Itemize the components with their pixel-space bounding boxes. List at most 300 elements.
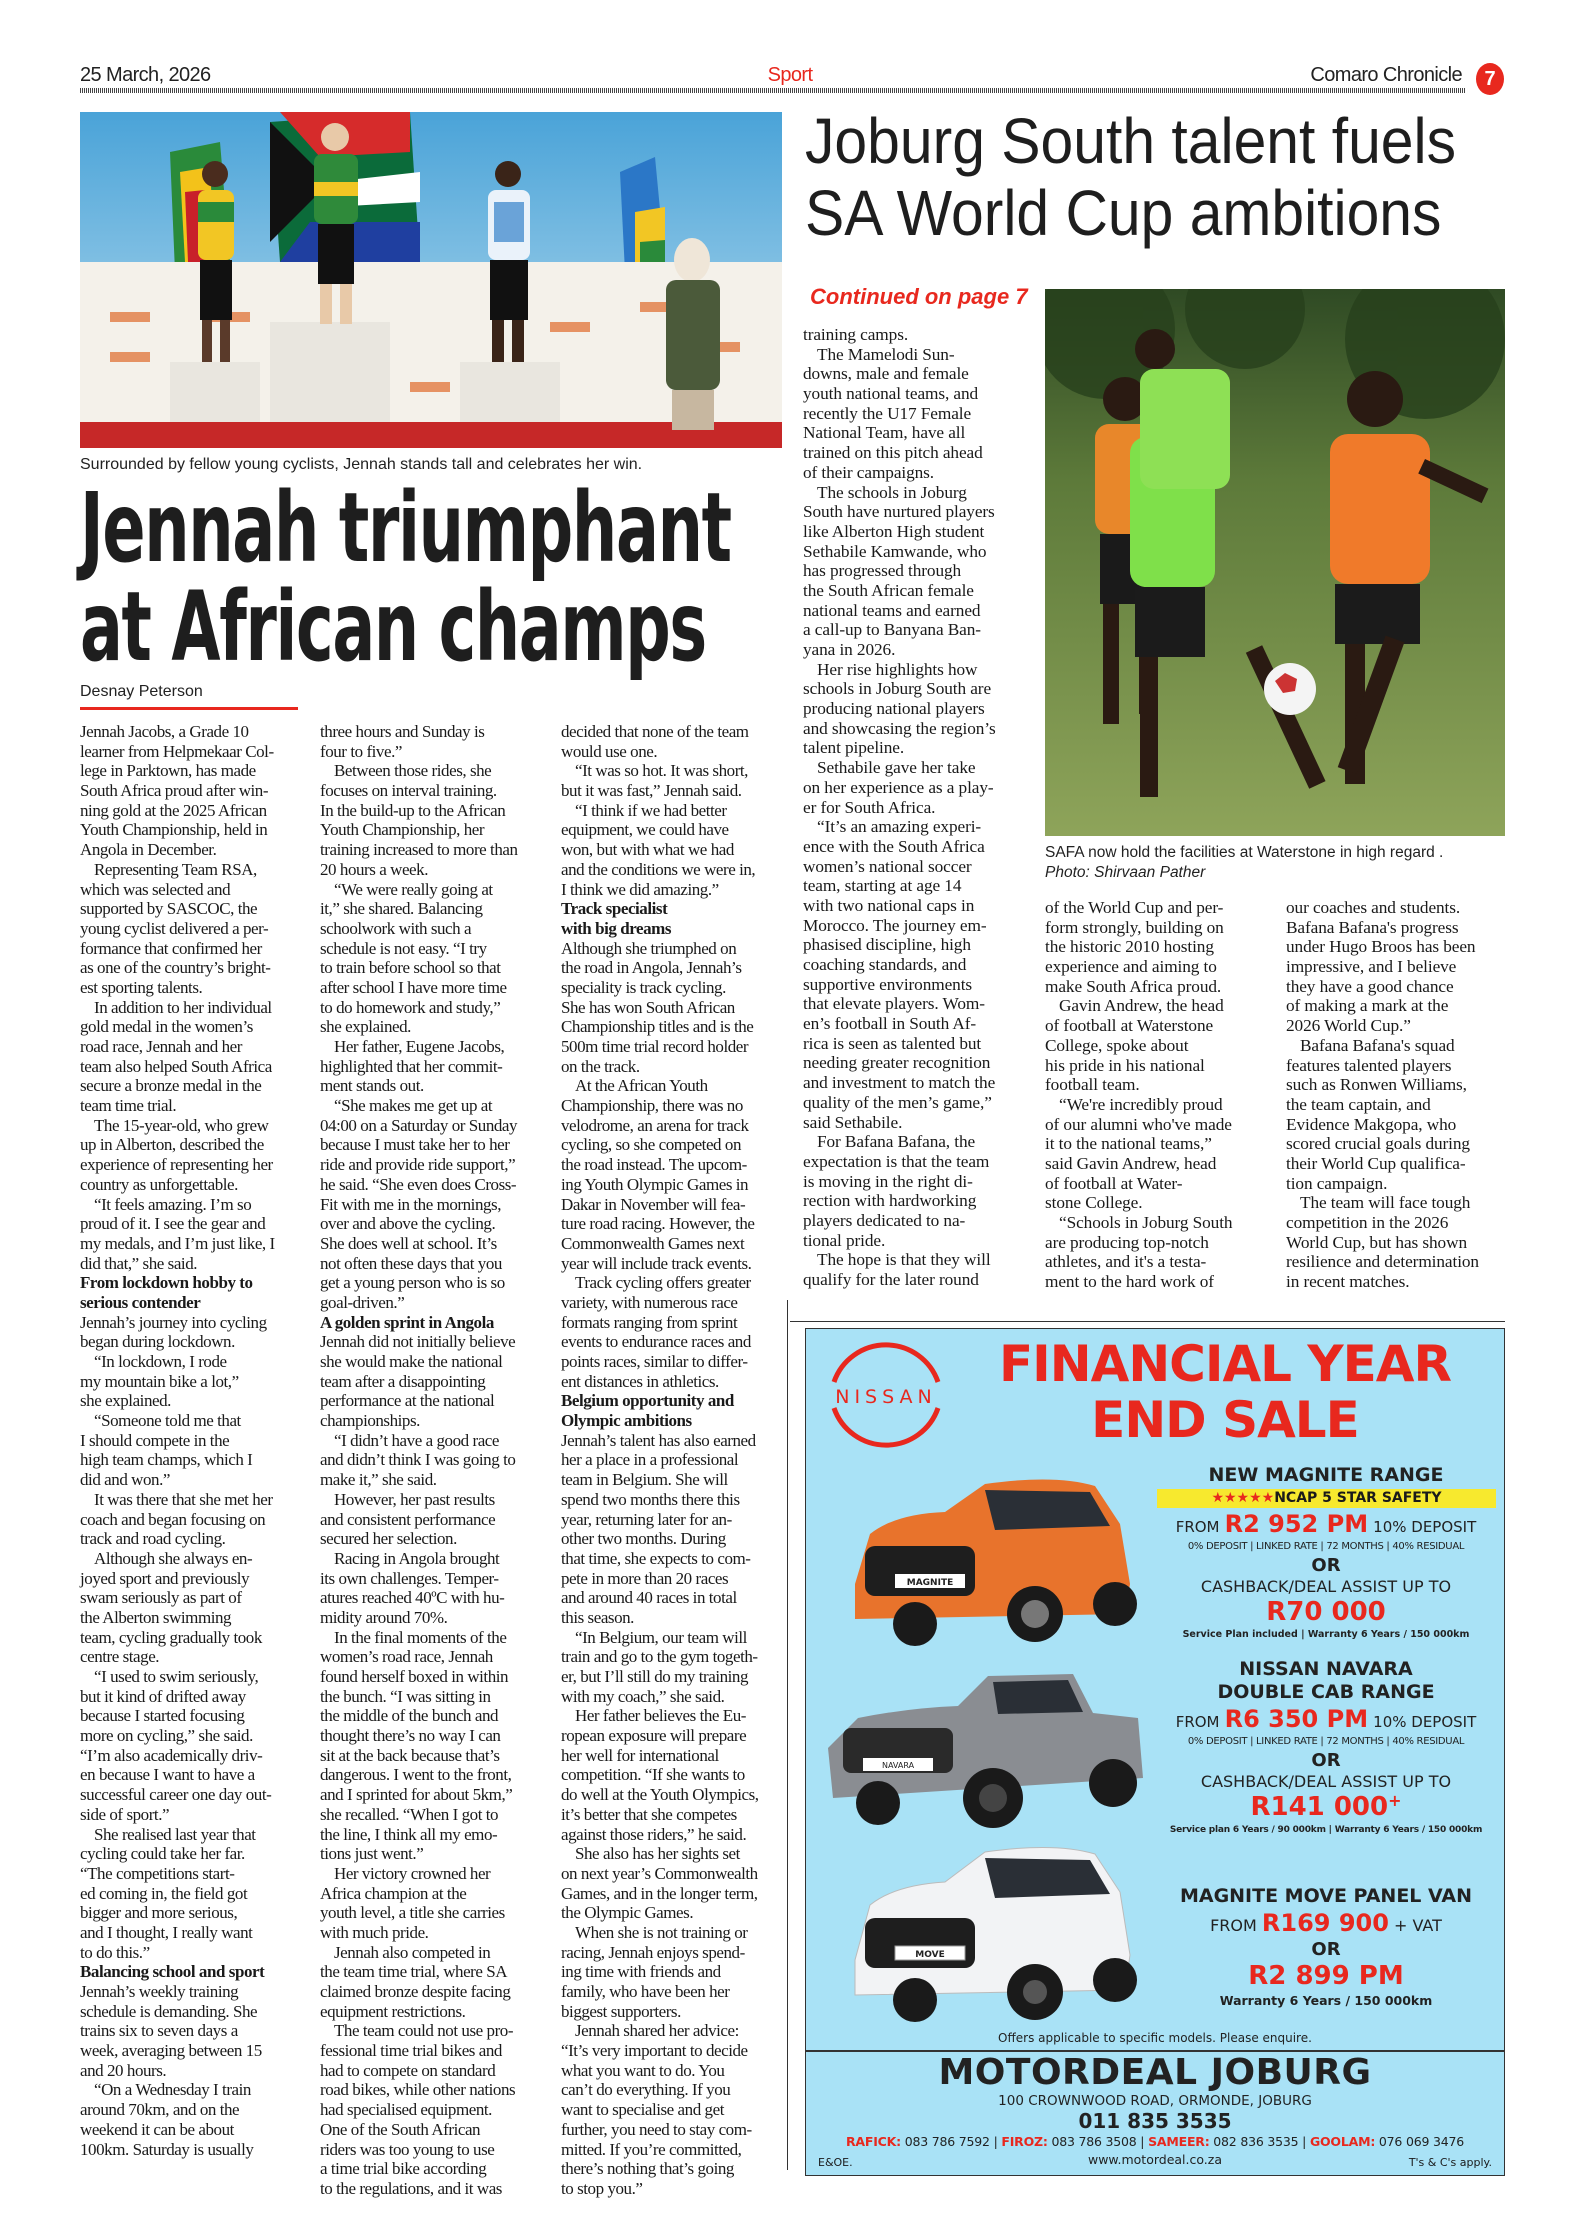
body-text-line: make South Africa proud.: [1045, 976, 1222, 996]
body-text-line: high team champs, which I: [80, 1450, 253, 1470]
byline: Desnay Peterson: [80, 683, 203, 700]
body-text-line: “Schools in Joburg South: [1059, 1213, 1233, 1232]
subheading-line: Olympic ambitions: [561, 1411, 692, 1431]
body-text-line: its own challenges. Temper-: [320, 1568, 499, 1588]
body-text-line: a time trial bike according: [320, 2159, 487, 2179]
body-text-line: and the conditions we were in,: [561, 859, 756, 879]
body-text-line: cycling, so she competed on: [561, 1135, 741, 1155]
body-text-line: young cyclist delivered a per-: [80, 918, 269, 938]
body-text-line: qualify for the later round: [803, 1270, 979, 1289]
body-text-line: resilience and determination: [1286, 1252, 1479, 1272]
body-text-line: team, cycling gradually took: [80, 1627, 262, 1647]
body-text-line: trained on this pitch ahead: [803, 443, 983, 463]
body-text-line: centre stage.: [80, 1647, 160, 1667]
body-text-line: want to specialise and get: [561, 2100, 724, 2120]
body-text-line: expectation is that the team: [803, 1151, 990, 1171]
offer2-name-line-2: DOUBLE CAB RANGE: [1217, 1681, 1435, 1703]
offer2-or: OR: [1311, 1750, 1341, 1771]
body-text-line: and I sprinted for about 5km,”: [320, 1785, 513, 1805]
body-text-line: and consistent performance: [320, 1509, 496, 1529]
body-text-line: found herself boxed in within: [320, 1667, 509, 1686]
body-text-line: trains six to seven days a: [80, 2021, 238, 2041]
body-text-line: joyed sport and previously: [80, 1568, 250, 1588]
move-plate: MOVE: [915, 1950, 945, 1960]
body-text-line: en because I want to have a: [80, 1765, 255, 1785]
body-text-line: Youth Championship, her: [320, 820, 485, 840]
body-text-line: of football at Waterstone: [1045, 1016, 1214, 1036]
body-text-line: Jennah shared her advice:: [575, 2021, 739, 2041]
body-text-line: Sethabile gave her take: [817, 758, 976, 778]
body-text-line: with much pride.: [320, 1922, 429, 1942]
from-label: FROM: [1175, 1713, 1220, 1731]
body-text-line: over and above the cycling.: [320, 1214, 496, 1234]
body-text-line: Games, and in the longer term,: [561, 1883, 758, 1903]
body-text-line: World Cup, but has shown: [1286, 1232, 1468, 1252]
ad-title-line-1: FINANCIAL YEAR: [999, 1335, 1451, 1393]
body-text-line: the middle of the bunch and: [320, 1706, 499, 1726]
body-text-line: biggest supporters.: [561, 2001, 681, 2021]
nissan-logo-text: NISSAN: [835, 1386, 937, 1408]
body-text-line: the South African female: [803, 580, 974, 600]
body-text-line: successful career one day out-: [80, 1785, 272, 1805]
offer2-cashback-plus: +: [1388, 1791, 1402, 1810]
body-text-line: in recent matches.: [1286, 1272, 1410, 1292]
offer1-price-line: [1146, 1510, 1506, 1541]
body-text-line: needing greater recognition: [803, 1053, 991, 1073]
body-text-line: variety, with numerous race: [561, 1292, 738, 1312]
body-text-line: to stop you.”: [561, 2178, 643, 2198]
contact-number[interactable]: 083 786 3508: [1051, 2134, 1137, 2149]
ad-title-line-2: END SALE: [1091, 1391, 1359, 1449]
body-text-line: Jennah did not initially believe: [320, 1332, 516, 1352]
podium-photo-image: [80, 112, 782, 448]
body-text-line: that time, she expects to com-: [561, 1548, 751, 1568]
column-divider: [787, 1300, 788, 2170]
body-text-line: Morocco. The journey em-: [803, 915, 987, 935]
body-text-line: Bafana Bafana's progress: [1286, 917, 1459, 937]
body-text-line: make it,” she said.: [320, 1470, 437, 1490]
body-text-line: Fit with me in the mornings,: [320, 1194, 502, 1214]
body-text-line: equipment, we could have: [561, 820, 729, 840]
issue-date: 25 March, 2026: [80, 64, 211, 86]
body-text-line: “I didn’t have a good race: [334, 1430, 499, 1450]
body-text-line: under Hugo Broos has been: [1286, 937, 1476, 957]
offer1-or: OR: [1311, 1555, 1341, 1576]
body-text-line: year will include track events.: [561, 1253, 752, 1273]
body-text-line: phasised discipline, high: [803, 935, 971, 955]
body-text-line: side of sport.”: [80, 1804, 170, 1824]
body-text-line: “It’s very important to decide: [561, 2041, 748, 2061]
body-text-line: further, you need to stay com-: [561, 2119, 752, 2139]
left-article-column-2: [320, 722, 542, 2199]
body-text-line: the road instead. The upcom-: [561, 1155, 747, 1175]
ad-disclaimer: Offers applicable to specific models. Please enquire.: [998, 2031, 1312, 2045]
body-text-line: training increased to more than: [320, 840, 518, 860]
body-text-line: and around 40 races in total: [561, 1588, 737, 1608]
body-text-line: “We were really going at: [334, 879, 493, 899]
body-text-line: did that,” she said.: [80, 1253, 198, 1273]
body-text-line: championships.: [320, 1411, 420, 1431]
offer2-deposit: 10% DEPOSIT: [1373, 1713, 1477, 1731]
body-text-line: she explained.: [80, 1391, 171, 1411]
body-text-line: after school I have more time: [320, 977, 507, 997]
body-text-line: focuses on interval training.: [320, 781, 497, 801]
body-text-line: yana in 2026.: [803, 640, 896, 659]
right-article-column-3: [1286, 898, 1506, 1292]
body-text-line: “She makes me get up at: [334, 1096, 493, 1116]
body-text-line: She has won South African: [561, 997, 735, 1017]
body-text-line: proud of it. I see the gear and: [80, 1214, 266, 1234]
body-text-line: the line, I think all my emo-: [320, 1824, 498, 1844]
left-article-column-1: [80, 722, 302, 2159]
right-headline-line-1: Joburg South talent fuels: [805, 105, 1457, 177]
football-photo-image: [1045, 289, 1505, 836]
contact-number[interactable]: 083 786 7592: [904, 2134, 990, 2149]
body-text-line: that elevate players. Wom-: [803, 994, 985, 1014]
continued-on-page-link[interactable]: Continued on page 7: [810, 284, 1028, 309]
body-text-line: the team captain, and: [1286, 1094, 1431, 1114]
body-text-line: pete in more than 20 races: [561, 1568, 729, 1588]
offer1-cashback: CASHBACK/DEAL ASSIST UP TO: [1200, 1577, 1452, 1596]
body-text-line: “In Belgium, our team will: [575, 1627, 747, 1647]
body-text-line: South Africa proud after win-: [80, 781, 269, 801]
body-text-line: experience of representing her: [80, 1155, 273, 1175]
cycling-podium-photo: [80, 112, 782, 448]
body-text-line: formats ranging from sprint: [561, 1312, 738, 1332]
ad-separator-rule: [790, 1321, 1505, 1322]
body-text-line: schoolwork with such a: [320, 918, 472, 938]
body-text-line: team time trial.: [80, 1096, 177, 1116]
body-text-line: and 20 hours.: [80, 2060, 167, 2080]
subheading-line: Belgium opportunity and: [561, 1391, 734, 1411]
offer3-name: MAGNITE MOVE PANEL VAN: [1179, 1885, 1473, 1907]
right-article-column-1: [803, 325, 1027, 1290]
body-text-line: is moving in the right di-: [803, 1171, 973, 1191]
dealer-name: MOTORDEAL JOBURG: [938, 2052, 1372, 2093]
body-text-line: features talented players: [1286, 1055, 1452, 1075]
body-text-line: such as Ronwen Williams,: [1286, 1075, 1467, 1095]
body-text-line: did and won.”: [80, 1470, 170, 1490]
body-text-line: Jennah’s weekly training: [80, 1982, 239, 2001]
body-text-line: road bikes, while other nations: [320, 2080, 516, 2100]
body-text-line: Racing in Angola brought: [334, 1548, 500, 1568]
body-text-line: her a place in a professional: [561, 1450, 739, 1470]
subheading-line: From lockdown hobby to: [80, 1273, 253, 1293]
body-text-line: formance that confirmed her: [80, 938, 262, 958]
body-text-line: Gavin Andrew, the head: [1059, 996, 1224, 1016]
body-text-line: had specialised equipment.: [320, 2100, 492, 2120]
body-text-line: The Mamelodi Sun-: [817, 344, 955, 364]
body-text-line: Her father believes the Eu-: [575, 1706, 746, 1726]
body-text-line: has progressed through: [803, 561, 962, 581]
photo-credit: Photo: Shirvaan Pather: [1045, 864, 1206, 881]
body-text-line: youth level, a title she carries: [320, 1903, 505, 1923]
body-text-line: but it kind of drifted away: [80, 1686, 246, 1706]
body-text-line: Jennah Jacobs, a Grade 10: [80, 722, 249, 741]
body-text-line: she recalled. “When I got to: [320, 1804, 499, 1824]
body-text-line: rica is seen as talented but: [803, 1033, 982, 1053]
body-text-line: began during lockdown.: [80, 1332, 235, 1352]
nissan-logo: [816, 1340, 956, 1450]
left-headline-line-2: at African champs: [80, 571, 706, 683]
body-text-line: College, spoke about: [1045, 1035, 1189, 1055]
body-text-line: my medals, and I’m just like, I: [80, 1233, 275, 1253]
body-text-line: swam seriously as part of: [80, 1588, 242, 1608]
body-text-line: decided that none of the team: [561, 722, 749, 741]
offer3-footnote: Warranty 6 Years / 150 000km: [1219, 1993, 1433, 2008]
offer2-price: R6 350 PM: [1224, 1705, 1369, 1733]
body-text-line: schedule is not easy. “I try: [320, 938, 487, 958]
body-text-line: I think we did amazing.”: [561, 879, 719, 899]
body-text-line: speciality is track cycling.: [561, 977, 726, 997]
body-text-line: track and road cycling.: [80, 1529, 226, 1549]
body-text-line: 2026 World Cup.”: [1286, 1016, 1411, 1036]
body-text-line: of football at Water-: [1045, 1173, 1183, 1193]
contact-number[interactable]: 082 836 3535: [1213, 2134, 1299, 2149]
offer2-cashback-amount: R141 000: [1250, 1792, 1389, 1822]
body-text-line: 500m time trial record holder: [561, 1037, 749, 1056]
body-text-line: around 70km, and on the: [80, 2100, 240, 2120]
navara-plate: NAVARA: [881, 1761, 915, 1770]
body-text-line: ing Youth Olympic Games in: [561, 1174, 749, 1194]
body-text-line: Between those rides, she: [334, 761, 492, 781]
body-text-line: training camps.: [803, 325, 909, 344]
body-text-line: to the regulations, and it was: [320, 2178, 502, 2198]
header-dotted-rule: [80, 88, 1465, 93]
offer2-cashback-line: [1146, 1793, 1506, 1821]
body-text-line: like Alberton High student: [803, 521, 985, 541]
body-text-line: Angola in December.: [80, 840, 217, 860]
body-text-line: “It’s an amazing experi-: [817, 817, 982, 837]
body-text-line: football team.: [1045, 1075, 1140, 1095]
body-text-line: In the final moments of the: [334, 1627, 507, 1647]
dealer-contacts: RAFICK: 083 786 7592 | FIROZ: 083 786 3508 | SAMEER: 082 836 3535 | GOOLAM: 076 069 3476: [845, 2134, 1464, 2149]
body-text-line: Bafana Bafana's squad: [1300, 1035, 1455, 1055]
body-text-line: South have nurtured players: [803, 502, 995, 522]
contact-name: SAMEER:: [1148, 2134, 1210, 2149]
body-text-line: In the build-up to the African: [320, 800, 506, 820]
body-text-line: One of the South African: [320, 2119, 481, 2139]
body-text-line: However, her past results: [334, 1489, 495, 1509]
offer2-footnote: Service plan 6 Years / 90 000km | Warranty 6 Years / 150 000km: [1169, 1825, 1483, 1835]
body-text-line: family, who have been her: [561, 1982, 730, 2001]
body-text-line: Youth Championship, held in: [80, 820, 268, 840]
body-text-line: would use one.: [561, 741, 658, 761]
body-text-line: The team will face tough: [1300, 1193, 1471, 1213]
contact-number[interactable]: 076 069 3476: [1378, 2134, 1464, 2149]
body-text-line: 04:00 on a Saturday or Sunday: [320, 1115, 518, 1135]
subheading-line: Balancing school and sport: [80, 1962, 265, 1982]
body-text-line: Track cycling offers greater: [575, 1273, 751, 1293]
body-text-line: year, returning later for an-: [561, 1509, 732, 1529]
body-text-line: Her victory crowned her: [334, 1863, 491, 1883]
body-text-line: When she is not training or: [575, 1922, 748, 1942]
body-text-line: “I used to swim seriously,: [94, 1667, 259, 1686]
body-text-line: but it was fast,” Jennah said.: [561, 781, 742, 801]
body-text-line: “We're incredibly proud: [1059, 1094, 1223, 1114]
body-text-line: highlighted that her commit-: [320, 1056, 503, 1076]
body-text-line: scored crucial goals during: [1286, 1134, 1470, 1154]
body-text-line: said Sethabile.: [803, 1112, 903, 1132]
ncap-label: NCAP 5 STAR SAFETY: [1274, 1490, 1442, 1506]
star-rating-icon: ★★★★★: [1211, 1490, 1275, 1506]
body-text-line: Although she triumphed on: [561, 938, 737, 958]
contact-name: RAFICK:: [845, 2134, 901, 2149]
body-text-line: to do homework and study,”: [320, 997, 501, 1017]
body-text-line: more on cycling,” she said.: [80, 1726, 253, 1746]
body-text-line: said Gavin Andrew, head: [1045, 1153, 1217, 1173]
subheading-line: serious contender: [80, 1292, 201, 1312]
body-text-line: “It was so hot. It was short,: [575, 761, 748, 781]
body-text-line: Jennah’s talent has also earned: [561, 1430, 756, 1450]
body-text-line: recently the U17 Female: [803, 403, 972, 423]
body-text-line: and didn’t think I was going to: [320, 1450, 516, 1470]
body-text-line: ing time with friends and: [561, 1962, 721, 1982]
body-text-line: athletes, and it's a testa-: [1045, 1252, 1207, 1272]
subheading-line: with big dreams: [561, 918, 672, 938]
body-text-line: racing, Jennah enjoys spend-: [561, 1942, 745, 1962]
body-text-line: of making a mark at the: [1286, 996, 1449, 1016]
body-text-line: The 15-year-old, who grew: [94, 1115, 269, 1135]
body-text-line: as one of the country’s bright-: [80, 958, 271, 978]
subheading-line: A golden sprint in Angola: [320, 1312, 494, 1332]
left-article-column-3: [561, 722, 783, 2199]
dealer-address: 100 CROWNWOOD ROAD, ORMONDE, JOBURG: [998, 2093, 1312, 2109]
body-text-line: 20 hours a week.: [320, 859, 428, 879]
body-text-line: they have a good chance: [1286, 976, 1454, 996]
body-text-line: supported by SASCOC, the: [80, 899, 258, 919]
body-text-line: Commonwealth Games next: [561, 1233, 745, 1253]
body-text-line: ture road racing. However, the: [561, 1214, 755, 1234]
body-text-line: gold medal in the women’s: [80, 1017, 253, 1037]
body-text-line: Africa champion at the: [320, 1883, 467, 1903]
dealer-website-link[interactable]: www.motordeal.co.za: [1087, 2152, 1222, 2167]
body-text-line: three hours and Sunday is: [320, 722, 485, 741]
body-text-line: to train before school so that: [320, 958, 501, 978]
magnite-car-image: [835, 1474, 1140, 1646]
body-text-line: For Bafana Bafana, the: [817, 1132, 976, 1152]
body-text-line: riders was too young to use: [320, 2139, 495, 2159]
body-text-line: ropean exposure will prepare: [561, 1726, 747, 1746]
body-text-line: on her experience as a play-: [803, 777, 994, 797]
body-text-line: stone College.: [1045, 1193, 1143, 1213]
body-text-line: experience and aiming to: [1045, 957, 1217, 977]
magnite-plate: MAGNITE: [906, 1578, 954, 1588]
offer2-name-line-1: NISSAN NAVARA: [1239, 1658, 1413, 1680]
publication-name: Comaro Chronicle: [1310, 64, 1462, 86]
body-text-line: quality of the men’s game,”: [803, 1092, 992, 1112]
body-text-line: schools in Joburg South are: [803, 679, 992, 699]
body-text-line: equipment restrictions.: [320, 2001, 466, 2021]
body-text-line: and showcasing the region’s: [803, 718, 996, 738]
body-text-line: she would make the national: [320, 1352, 503, 1371]
body-text-line: week, averaging between 15: [80, 2041, 262, 2061]
body-text-line: had to compete on standard: [320, 2060, 496, 2080]
body-text-line: against those riders,” he said.: [561, 1824, 747, 1844]
body-text-line: Championship titles and is the: [561, 1017, 754, 1037]
body-text-line: claimed bronze despite facing: [320, 1982, 511, 2001]
body-text-line: coach and began focusing on: [80, 1509, 266, 1529]
body-text-line: est sporting talents.: [80, 977, 203, 997]
body-text-line: ride and provide ride support,”: [320, 1155, 516, 1175]
body-text-line: ence with the South Africa: [803, 836, 985, 856]
body-text-line: At the African Youth: [575, 1076, 708, 1096]
body-text-line: this season.: [561, 1607, 634, 1627]
body-text-line: She realised last year that: [94, 1824, 256, 1844]
body-text-line: their World Cup qualifica-: [1286, 1153, 1466, 1173]
body-text-line: The schools in Joburg: [817, 482, 967, 502]
body-text-line: and investment to match the: [803, 1073, 996, 1093]
body-text-line: “In lockdown, I rode: [94, 1352, 227, 1371]
body-text-line: Her father, Eugene Jacobs,: [334, 1037, 505, 1056]
body-text-line: the road in Angola, Jennah’s: [561, 958, 742, 978]
body-text-line: midity around 70%.: [320, 1607, 448, 1627]
body-text-line: impressive, and I believe: [1286, 957, 1457, 977]
body-text-line: secure a bronze medal in the: [80, 1076, 262, 1096]
offer2-price-line: [1146, 1705, 1506, 1736]
dealer-phone[interactable]: 011 835 3535: [1078, 2109, 1232, 2133]
body-text-line: the historic 2010 hosting: [1045, 937, 1214, 957]
body-text-line: “On a Wednesday I train: [94, 2080, 251, 2100]
body-text-line: lege in Parktown, has made: [80, 761, 256, 781]
body-text-line: atures reached 40ºC with hu-: [320, 1588, 505, 1608]
body-text-line: of our alumni who've made: [1045, 1114, 1232, 1134]
body-text-line: won, but with what we had: [561, 840, 734, 860]
body-text-line: ent distances in athletics.: [561, 1371, 719, 1391]
body-text-line: train and go to the gym togeth-: [561, 1647, 758, 1667]
body-text-line: with two national caps in: [803, 895, 975, 915]
eoe-notice: E&OE.: [818, 2156, 853, 2169]
body-text-line: events to endurance races and: [561, 1332, 751, 1352]
body-text-line: sit at the back because that’s: [320, 1745, 500, 1765]
body-text-line: what you want to do. You: [561, 2060, 725, 2080]
body-text-line: en’s football in South Af-: [803, 1014, 977, 1034]
body-text-line: Jennah also competed in: [334, 1942, 491, 1962]
football-training-photo: [1045, 289, 1505, 836]
terms-apply-notice: T's & C's apply.: [1408, 2156, 1492, 2169]
body-text-line: National Team, have all: [803, 423, 966, 443]
football-photo-caption: SAFA now hold the facilities at Waterstone in high regard .: [1045, 844, 1444, 861]
podium-photo-caption: Surrounded by fellow young cyclists, Jennah stands tall and celebrates her win.: [80, 456, 643, 473]
body-text-line: Representing Team RSA,: [94, 859, 257, 879]
body-text-line: producing national players: [803, 699, 985, 719]
body-text-line: secured her selection.: [320, 1529, 457, 1549]
body-text-line: spend two months there this: [561, 1489, 740, 1509]
contact-name: GOOLAM:: [1309, 2134, 1376, 2149]
body-text-line: of the World Cup and per-: [1045, 898, 1224, 917]
body-text-line: “It feels amazing. I’m so: [94, 1194, 252, 1214]
offer3-price-line: [1146, 1909, 1506, 1940]
body-text-line: the bunch. “I was sitting in: [320, 1686, 491, 1706]
body-text-line: dangerous. I went to the front,: [320, 1765, 512, 1785]
body-text-line: he said. “She even does Cross-: [320, 1174, 517, 1194]
page-number-badge: 7: [1476, 63, 1504, 95]
body-text-line: because I started focusing: [80, 1706, 245, 1726]
body-text-line: She does well at school. It’s: [320, 1233, 497, 1253]
body-text-line: downs, male and female: [803, 364, 969, 384]
body-text-line: do well at the Youth Olympics,: [561, 1785, 759, 1805]
body-text-line: Evidence Makgopa, who: [1286, 1114, 1457, 1134]
body-text-line: ment stands out.: [320, 1076, 424, 1096]
body-text-line: er for South Africa.: [803, 797, 936, 817]
body-text-line: The team could not use pro-: [334, 2021, 514, 2041]
contact-name: FIROZ:: [1001, 2134, 1048, 2149]
offer3-or: OR: [1311, 1939, 1341, 1960]
offer3-price-pm: R2 899 PM: [1248, 1961, 1404, 1991]
body-text-line: points races, similar to differ-: [561, 1352, 748, 1371]
body-text-line: thought there’s no way I can: [320, 1726, 501, 1746]
body-text-line: performance at the national: [320, 1391, 495, 1411]
